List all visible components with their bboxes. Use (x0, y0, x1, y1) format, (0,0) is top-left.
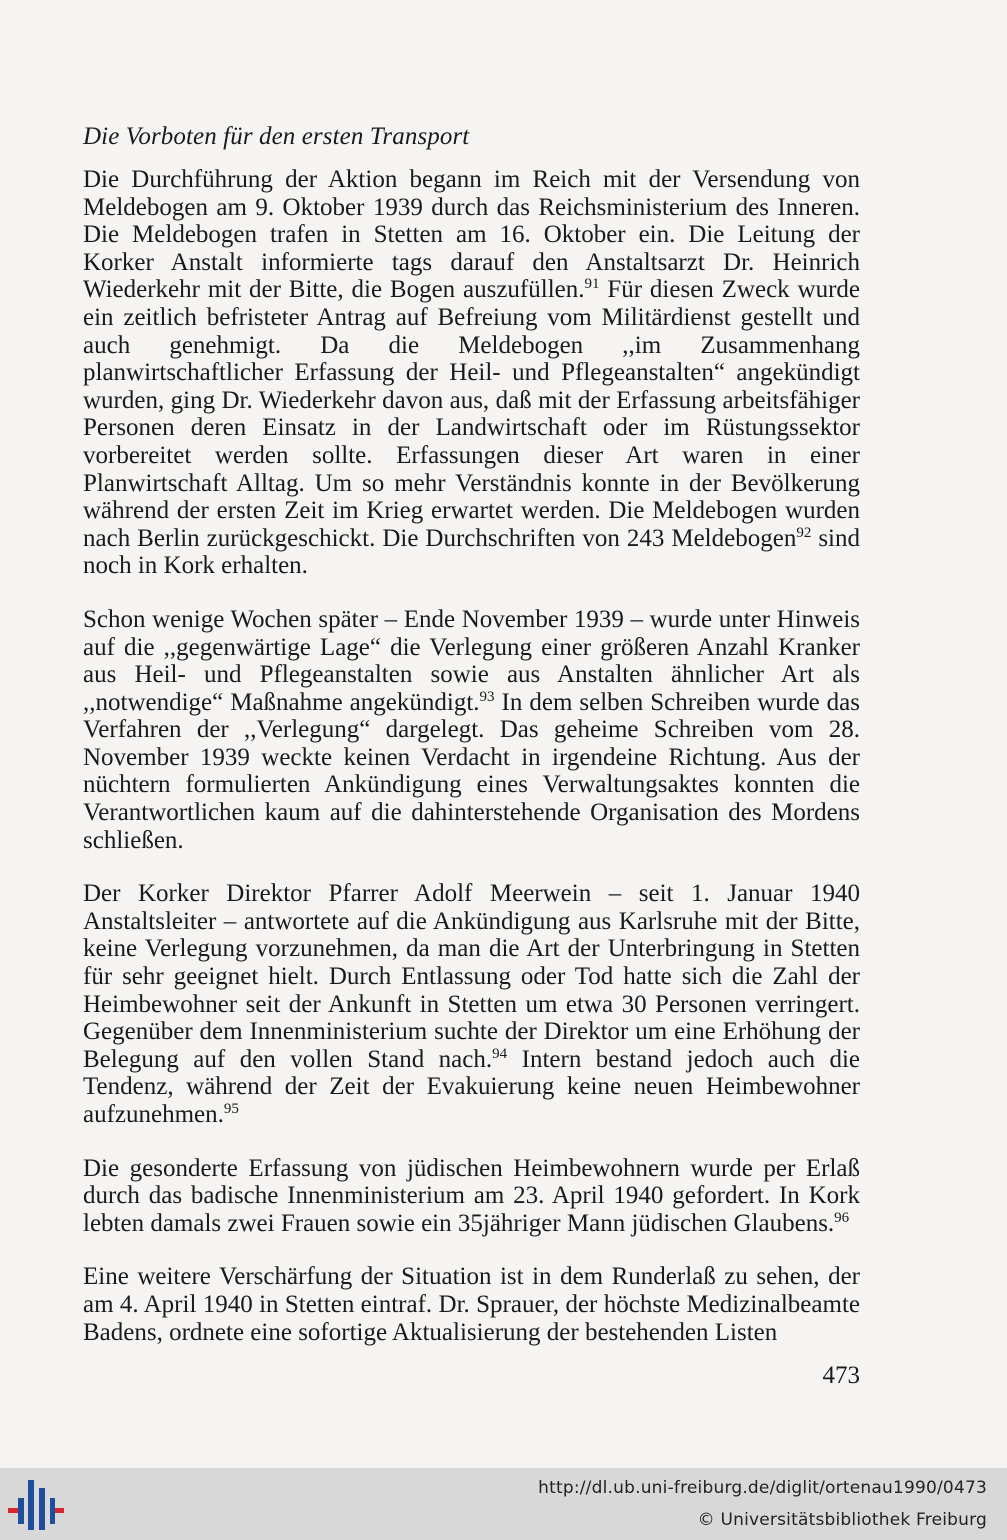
paragraph-text: In dem selben Schreiben wurde das Verfahren der ,,Verlegung“ dargelegt. Das geheime Schreiben vom 28. November 1939 weckte keinen Verdacht in irgendeine Richtung. Aus der nüchtern formulierten Ankündigung eines Verwaltungsaktes konnten die Verantwortlichen kaum auf die dahinterstehende Organisation des Mordens schließen. (83, 688, 860, 854)
paragraph-text: Eine weitere Verschärfung der Situation ist in dem Runderlaß zu sehen, der am 4. April 1940 in Stetten eintraf. Dr. Sprauer, der höchste Medizinalbeamte Badens, ordnete eine sofortige Aktualisierung der bestehenden Listen (83, 1263, 860, 1346)
paragraph (83, 166, 860, 580)
section-heading: Die Vorboten für den ersten Transport (83, 123, 470, 150)
footnote-reference: 93 (479, 688, 495, 705)
ub-freiburg-logo-icon (8, 1474, 64, 1536)
paragraph-text: Für diesen Zweck wurde ein zeitlich befristeter Antrag auf Befreiung vom Militärdienst gestellt und auch genehmigt. Da die Meldebogen ,,im Zusammenhang planwirtschaftlicher Erfassung der Heil- und Pflegeanstalten“ angekündigt wurden, ging Dr. Wiederkehr davon aus, daß mit der Erfassung arbeitsfähiger Personen deren Einsatz in der Landwirtschaft oder im Rüstungssektor vorbereitet werden sollte. Erfassungen dieser Art waren in einer Planwirtschaft Alltag. Um so mehr Verständnis konnte in der Bevölkerung während der ersten Zeit im Krieg erwartet werden. Die Meldebogen wurden nach Berlin zurückgeschickt. Die Durchschriften von 243 Meldebogen (83, 276, 860, 552)
page-number: 473 (822, 1362, 860, 1389)
footnote-reference: 94 (492, 1045, 508, 1062)
footer-url-link[interactable]: http://dl.ub.uni-freiburg.de/diglit/ortenau1990/0473 (538, 1478, 987, 1498)
footer-copyright: © Universitätsbibliothek Freiburg (697, 1510, 987, 1530)
body-text (83, 166, 860, 1346)
footnote-reference: 92 (796, 524, 812, 541)
paragraph (83, 1155, 860, 1238)
paragraph-text: Schon wenige Wochen später – Ende November 1939 – wurde unter Hinweis auf die ,,gegenwärtige Lage“ die Verlegung einer größeren Anzahl Kranker aus Heil- und Pflegeanstalten sowie aus Anstalten ähnlicher Art als ,,notwendige“ Maßnahme angekündigt. (83, 605, 860, 716)
paragraph-text: Die Durchführung der Aktion begann im Reich mit der Versendung von Meldebogen am 9. Oktober 1939 durch das Reichsministerium des Inneren. Die Meldebogen trafen in Stetten am 16. Oktober ein. Die Leitung der Korker Anstalt informierte tags darauf den Anstaltsarzt Dr. Heinrich Wiederkehr mit der Bitte, die Bogen auszufüllen. (83, 166, 860, 304)
page-content (83, 122, 860, 1372)
paragraph-text: Intern bestand jedoch auch die Tendenz, während der Zeit der Evakuierung keine neuen Heimbewohner aufzunehmen. (83, 1045, 860, 1128)
footnote-reference: 91 (584, 276, 600, 293)
paragraph (83, 880, 860, 1128)
paragraph-text: sind noch in Kork erhalten. (83, 524, 860, 580)
paragraph-text: Die gesonderte Erfassung von jüdischen Heimbewohnern wurde per Erlaß durch das badische Innenministerium am 23. April 1940 gefordert. In Kork lebten damals zwei Frauen sowie ein 35jähriger Mann jüdischen Glaubens. (83, 1154, 860, 1237)
footer-bar (0, 1468, 1007, 1540)
paragraph (83, 606, 860, 854)
paragraph (83, 1263, 860, 1346)
footnote-reference: 95 (223, 1101, 239, 1117)
footnote-reference: 96 (834, 1209, 850, 1226)
paragraph-text: Der Korker Direktor Pfarrer Adolf Meerwein – seit 1. Januar 1940 Anstaltsleiter – antwortete auf die Ankündigung aus Karlsruhe mit der Bitte, keine Verlegung vorzunehmen, da man die Art der Unterbringung in Stetten für sehr geeignet hielt. Durch Entlassung oder Tod hatte sich die Zahl der Heimbewohner seit der Ankunft in Stetten um etwa 30 Personen verringert. Gegenüber dem Innenministerium suchte der Direktor um eine Erhöhung der Belegung auf den vollen Stand nach. (83, 880, 860, 1073)
